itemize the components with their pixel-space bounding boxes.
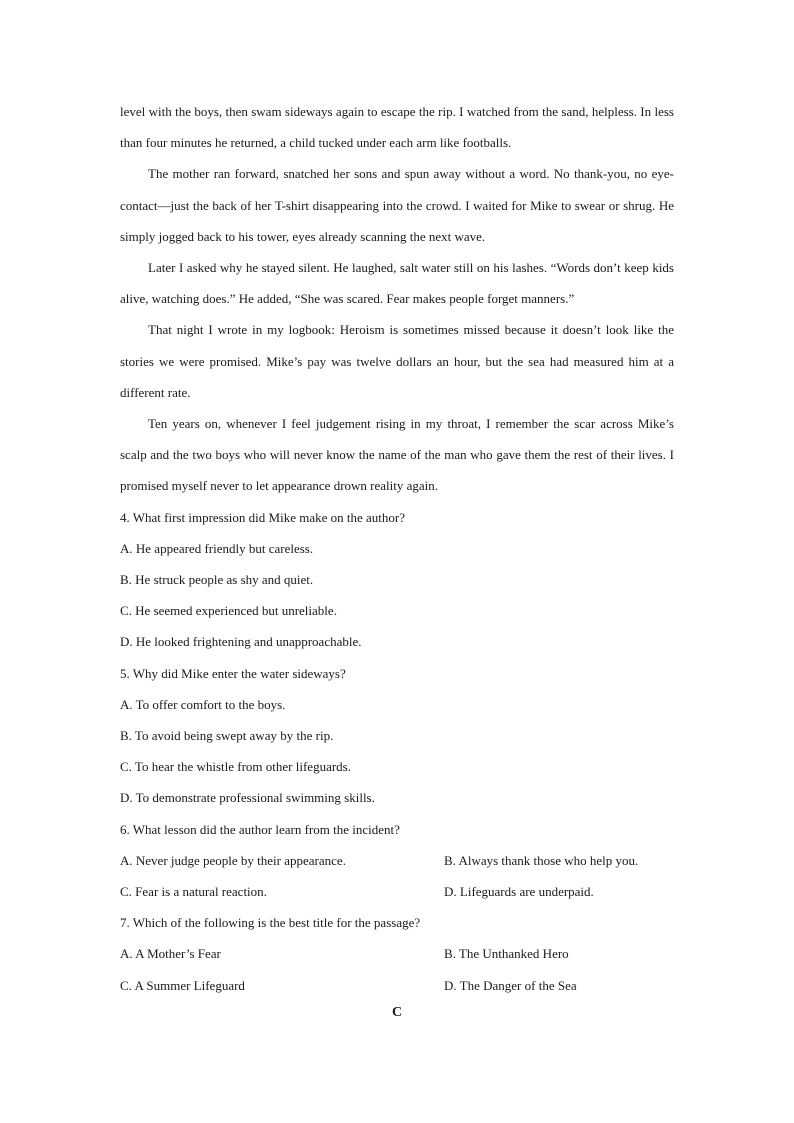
question-stem: 7. Which of the following is the best title for the passage? [120,915,421,931]
option-a: A. Never judge people by their appearance. [120,852,346,868]
question-7 [120,907,674,1001]
option-row [120,845,674,876]
option-c: C. He seemed experienced but unreliable. [120,603,337,619]
option-d: D. He looked frightening and unapproachable. [120,634,362,650]
option-row [120,938,674,969]
option-row [120,970,674,1001]
question-5 [120,658,674,814]
option-d: D. Lifeguards are underpaid. [444,884,594,900]
option-c: C. A Summer Lifeguard [120,977,245,993]
question-stem: 5. Why did Mike enter the water sideways? [120,665,346,681]
option-c: C. Fear is a natural reaction. [120,884,267,900]
passage-paragraph-1: level with the boys, then swam sideways again to escape the rip. I watched from the sand, helpless. In less than four minutes he returned, a child tucked under each arm like footballs. [120,104,674,151]
option-row [120,876,674,907]
section-heading: C [391,1005,403,1020]
document-body [120,96,674,1001]
passage-paragraph-2: The mother ran forward, snatched her sons and spun away without a word. No thank-you, no eye-contact—just the back of her T-shirt disappearing into the crowd. I waited for Mike to swear or shrug. He simply jogged back to his tower, eyes already scanning the next wave. [120,166,674,244]
passage-paragraph-5: Ten years on, whenever I feel judgement rising in my throat, I remember the scar across Mike’s scalp and the two boys who will never know the name of the man who gave them the rest of their lives. I promised myself never to let appearance drown reality again. [120,416,674,494]
option-a: A. To offer comfort to the boys. [120,696,286,712]
question-4 [120,502,674,658]
option-b: B. To avoid being swept away by the rip. [120,728,334,744]
option-b: B. The Unthanked Hero [444,946,569,962]
question-stem: 6. What lesson did the author learn from the incident? [120,821,400,837]
option-b: B. He struck people as shy and quiet. [120,572,314,588]
option-c: C. To hear the whistle from other lifeguards. [120,759,351,775]
passage-paragraph-3: Later I asked why he stayed silent. He laughed, salt water still on his lashes. “Words don’t keep kids alive, watching does.” He added, “She was scared. Fear makes people forget manners.” [120,260,674,307]
option-d: D. To demonstrate professional swimming skills. [120,790,375,806]
option-b: B. Always thank those who help you. [444,852,639,868]
option-a: A. A Mother’s Fear [120,946,221,962]
question-stem: 4. What first impression did Mike make on the author? [120,509,405,525]
option-d: D. The Danger of the Sea [444,977,577,993]
passage-paragraph-4: That night I wrote in my logbook: Heroism is sometimes missed because it doesn’t look like the stories we were promised. Mike’s pay was twelve dollars an hour, but the sea had measured him at a different rate. [120,322,674,400]
question-6 [120,814,674,908]
option-a: A. He appeared friendly but careless. [120,540,314,556]
